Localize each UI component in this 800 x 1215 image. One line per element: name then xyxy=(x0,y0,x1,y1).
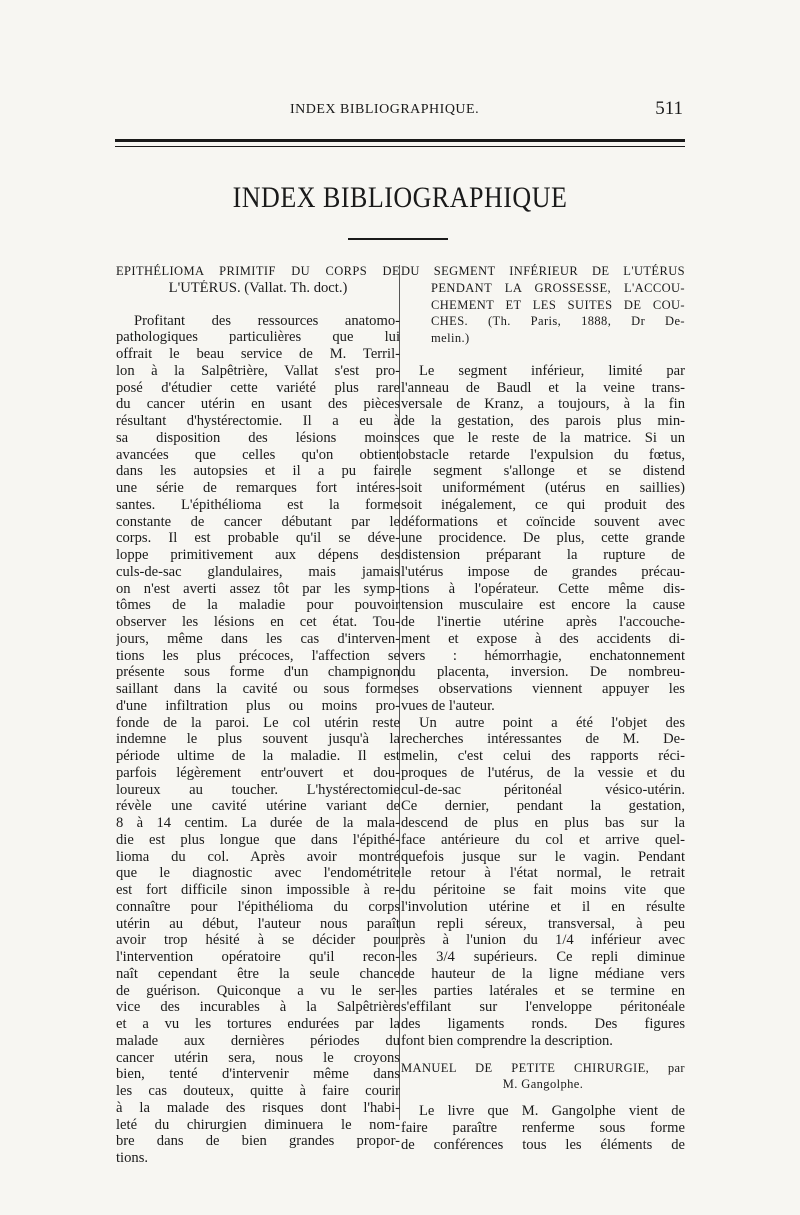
text-line: 8 à 14 centim. La durée de la mala- xyxy=(116,815,400,831)
text-line: loppe primitivement aux dépens des xyxy=(116,547,400,563)
text-line: de l'inertie utérine après l'accouche- xyxy=(401,614,685,630)
text-line: parfois légèrement entr'ouvert et dou- xyxy=(116,764,400,781)
text-line: utérin au début, l'auteur nous paraît xyxy=(116,915,400,932)
text-line: bre dans de bien grandes propor- xyxy=(116,1133,400,1150)
running-title: INDEX BIBLIOGRAPHIQUE. xyxy=(290,102,480,117)
heading-line: CHEMENT ET LES SUITES DE COU- xyxy=(431,297,685,312)
text-line: des ligaments ronds. Des figures xyxy=(401,1016,685,1032)
text-line: de la gestation, des parois plus min- xyxy=(401,413,685,429)
text-line: les parties latérales et se termine en xyxy=(401,982,685,999)
entry-body xyxy=(401,1103,685,1153)
heading-line: melin.) xyxy=(431,331,470,345)
text-line: les cas douteux, quitte à faire courir xyxy=(116,1083,400,1099)
text-line: ses observations viennent appuyer les xyxy=(401,681,685,697)
text-line: tension musculaire est encore la cause xyxy=(401,597,685,614)
text-line: du placenta, inversion. De nombreu- xyxy=(401,664,685,681)
text-line: l'involution utérine et il en résulte xyxy=(401,898,685,915)
text-line: ment et expose à des accidents di- xyxy=(401,630,685,647)
text-line: tions. xyxy=(116,1150,149,1166)
text-line: ces que le reste de la matrice. Si un xyxy=(401,429,685,446)
text-line: culs-de-sac glandulaires, mais jamais xyxy=(116,563,400,580)
text-line: le retour à l'état normal, le retrait xyxy=(401,865,685,882)
text-line: période ultime de la maladie. Il est xyxy=(116,748,400,764)
text-line: obstacle retarde l'expulsion du fœtus, xyxy=(401,446,685,463)
text-line: leté du chirurgien diminuera le nom- xyxy=(116,1116,400,1133)
text-line: s'effilant sur l'enveloppe péritonéale xyxy=(401,999,685,1016)
text-line: on n'est averti assez tôt par les symp- xyxy=(116,580,400,597)
text-line: avancées que celles qu'on obtient xyxy=(116,446,400,463)
text-line: proques de l'utérus, de la vessie et du xyxy=(401,764,685,781)
text-line: fonde de la paroi. Le col utérin reste xyxy=(116,714,400,731)
heading-line: MANUEL DE PETITE CHIRURGIE, par xyxy=(401,1060,685,1075)
text-line: du cancer utérin en usant des pièces xyxy=(116,396,400,413)
text-line: déformations et coïncide souvent avec xyxy=(401,513,685,530)
text-line: tions les plus précoces, l'affection se xyxy=(116,647,400,664)
heading-line: PENDANT LA GROSSESSE, L'ACCOU- xyxy=(431,280,685,295)
text-line: l'utérus impose de grandes précau- xyxy=(401,563,685,580)
text-line: descend de plus en plus bas sur la xyxy=(401,815,685,831)
text-line: jours, même dans les cas d'interven- xyxy=(116,630,400,647)
entry-body xyxy=(401,363,685,1050)
text-line: tions à l'opérateur. Cette même dis- xyxy=(401,580,685,597)
text-line: loureux au toucher. L'hystérectomie xyxy=(116,781,400,798)
text-line: font bien comprendre la description. xyxy=(401,1032,613,1049)
heading-line: DU SEGMENT INFÉRIEUR DE L'UTÉRUS xyxy=(401,264,685,278)
text-line: saillant dans la cavité ou sous forme xyxy=(116,681,400,697)
entry-heading xyxy=(116,263,400,297)
text-line: connaître pour l'épithélioma du corps xyxy=(116,898,400,915)
text-line: cul-de-sac péritonéal vésico-utérin. xyxy=(401,781,685,798)
text-line: quefois jusque sur le vagin. Pendant xyxy=(401,848,685,865)
text-line: de guérison. Quiconque a vu le ser- xyxy=(116,982,400,999)
text-line: pathologiques particulières que lui xyxy=(116,329,400,346)
text-line: les 3/4 supérieurs. Ce repli diminue xyxy=(401,949,685,965)
text-line: présente sous forme d'un champignon xyxy=(116,664,400,681)
text-line: constante de cancer débutant par le xyxy=(116,513,400,530)
running-head xyxy=(115,100,685,124)
text-line: distension préparant la rupture de xyxy=(401,547,685,563)
text-line: une série de remarques fort intéres- xyxy=(116,480,400,496)
text-line: un repli séreux, transversal, à peu xyxy=(401,915,685,932)
text-line: Le segment inférieur, limité par xyxy=(419,362,685,379)
heading-line: EPITHÉLIOMA PRIMITIF DU CORPS DE xyxy=(116,264,400,278)
entry-body xyxy=(116,313,400,1167)
left-column xyxy=(116,263,400,1167)
page-title: INDEX BIBLIOGRAPHIQUE xyxy=(232,180,568,215)
text-line: révèle une cavité utérine variant de xyxy=(116,798,400,815)
text-line: lon à la Salpêtrière, Vallat s'est pro- xyxy=(116,362,400,379)
text-line: de hauteur de la ligne médiane vers xyxy=(401,965,685,982)
text-line: de conférences tous les éléments de xyxy=(401,1136,685,1153)
text-line: corps. Il est probable qu'il se déve- xyxy=(116,530,400,547)
text-line: Le livre que M. Gangolphe vient de xyxy=(419,1103,685,1119)
text-line: à la malade des risques dont l'habi- xyxy=(116,1099,400,1116)
text-line: recherches intéressantes de M. De- xyxy=(401,731,685,748)
entry-heading xyxy=(401,1060,685,1094)
text-line: l'anneau de Baudl et la veine trans- xyxy=(401,379,685,396)
text-line: et a vu les tortures endurées par la xyxy=(116,1016,400,1032)
text-line: observer les lésions en cet état. Tou- xyxy=(116,614,400,630)
right-column xyxy=(401,263,685,1153)
text-line: Profitant des ressources anatomo- xyxy=(134,312,400,329)
entry-heading xyxy=(401,263,685,347)
text-line: près à l'union du 1/4 inférieur avec xyxy=(401,932,685,949)
text-line: d'une infiltration plus ou moins pro- xyxy=(116,697,400,714)
heading-line: M. Gangolphe. xyxy=(502,1077,584,1092)
title-rule xyxy=(348,238,448,240)
text-line: indemne le plus souvent jusqu'à la xyxy=(116,731,400,748)
text-line: posé d'étudier cette variété plus rare xyxy=(116,379,400,396)
text-line: une procidence. De plus, cette grande xyxy=(401,530,685,547)
text-line: die est plus longue que dans l'épithé- xyxy=(116,831,400,848)
page-number: 511 xyxy=(655,98,683,119)
text-line: santes. L'épithélioma est la forme xyxy=(116,496,400,513)
text-line: résultant d'hystérectomie. Il a eu à xyxy=(116,413,400,429)
text-line: soit inégalement, ce qui produit des xyxy=(401,496,685,513)
text-line: face antérieure du col et arrive quel- xyxy=(401,831,685,848)
text-line: faire paraître renferme sous forme xyxy=(401,1119,685,1136)
text-line: vues de l'auteur. xyxy=(401,697,495,714)
text-line: melin, c'est celui des rapports réci- xyxy=(401,748,685,764)
header-rule-thin xyxy=(115,146,685,147)
text-line: vers : hémorrhagie, enchatonnement xyxy=(401,647,685,664)
header-rule-thick xyxy=(115,139,685,142)
text-line: que le diagnostic avec l'endométrite xyxy=(116,865,400,882)
text-line: l'intervention opératoire qu'il recon- xyxy=(116,949,400,965)
text-line: lioma du col. Après avoir montré xyxy=(116,848,400,865)
text-line: Un autre point a été l'objet des xyxy=(419,714,685,731)
text-line: avoir trop hésité à se décider pour xyxy=(116,932,400,949)
text-line: le segment s'allonge et se distend xyxy=(401,463,685,480)
text-line: du péritoine se fait moins vite que xyxy=(401,882,685,898)
heading-line: L'UTÉRUS. (Vallat. Th. doct.) xyxy=(168,279,348,296)
text-line: est fort difficile sinon impossible à re- xyxy=(116,882,400,898)
text-line: versale de Kranz, a toujours, à la fin xyxy=(401,396,685,413)
text-line: dans les autopsies et il a pu faire xyxy=(116,463,400,480)
text-line: sa disposition des lésions moins xyxy=(116,429,400,446)
text-line: cancer utérin sera, nous le croyons xyxy=(116,1049,400,1066)
text-line: Ce dernier, pendant la gestation, xyxy=(401,798,685,815)
text-line: vice des incurables à la Salpêtrière xyxy=(116,999,400,1016)
heading-line: CHES. (Th. Paris, 1888, Dr De- xyxy=(431,314,685,329)
text-line: offrait le beau service de M. Terril- xyxy=(116,346,400,362)
text-line: naît cependant être la seule chance xyxy=(116,965,400,982)
text-line: soit uniformément (utérus en saillies) xyxy=(401,480,685,496)
text-line: tômes de la maladie pour pouvoir xyxy=(116,597,400,614)
text-line: malade aux dernières périodes du xyxy=(116,1032,400,1049)
text-line: bien, tenté d'intervenir même dans xyxy=(116,1066,400,1083)
